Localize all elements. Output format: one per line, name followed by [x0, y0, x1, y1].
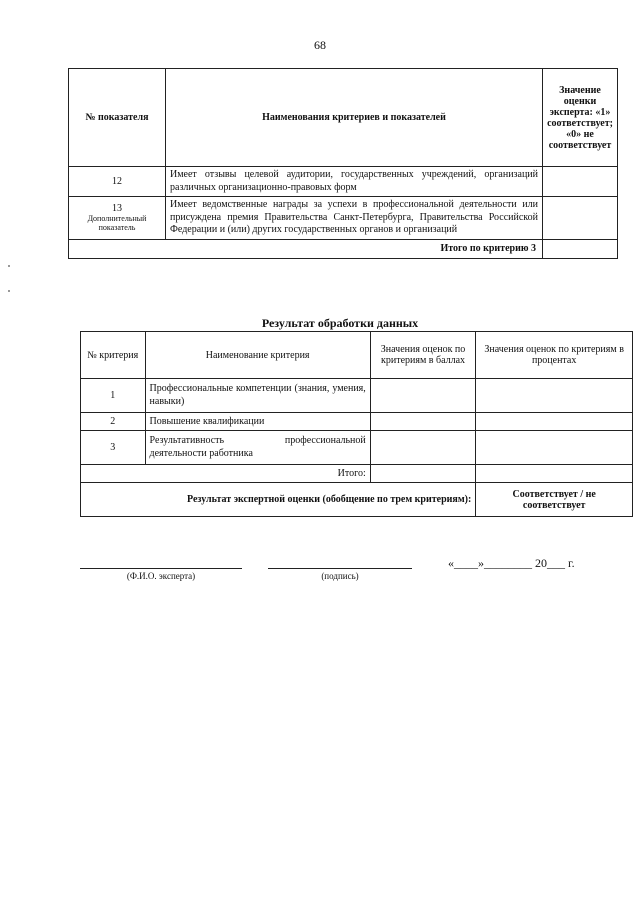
header-value: Значение оценки эксперта: «1» соответствует; «0» не соответствует — [543, 69, 618, 167]
row-number: 12 — [69, 167, 166, 197]
results-table — [80, 331, 633, 517]
signature-line — [268, 568, 412, 569]
row-name: Повышение квалификации — [145, 413, 370, 431]
result-label: Результат экспертной оценки (обобщение по трем критериям): — [81, 483, 476, 517]
total-row — [69, 239, 618, 258]
scan-artifact — [8, 290, 10, 292]
percent-cell — [476, 379, 633, 413]
signature-label: (подпись) — [321, 571, 359, 581]
itogo-points-cell — [370, 465, 476, 483]
header-percent: Значения оценок по критериям в процентах — [476, 332, 633, 379]
points-cell — [370, 379, 476, 413]
row-text: Имеет отзывы целевой аудитории, государственных учреждений, организаций различных организационно-правовых форм — [166, 167, 543, 197]
criteria-table — [68, 68, 618, 259]
header-points: Значения оценок по критериям в баллах — [370, 332, 476, 379]
row-note: Дополнительный показатель — [87, 214, 147, 233]
row-value-cell — [543, 197, 618, 240]
results-table-header — [81, 332, 633, 379]
header-number: № критерия — [81, 332, 146, 379]
row-text: Имеет ведомственные награды за успехи в профессиональной деятельности или присуждена премия Правительства Санкт-Петербурга, Правительства Российской Федерации и (или) других государственных органов и организаций — [166, 197, 543, 240]
criteria-table-header — [69, 69, 618, 167]
row-number: 13 — [112, 203, 122, 215]
page-number: 68 — [314, 38, 326, 52]
row-number: 3 — [81, 431, 146, 465]
row-name: Результативность профессиональной деятельности работника — [145, 431, 370, 465]
fio-line — [80, 568, 242, 569]
itogo-percent-cell — [476, 465, 633, 483]
table-row — [81, 413, 633, 431]
total-label: Итого по критерию 3 — [69, 239, 543, 258]
result-row — [81, 483, 633, 517]
row-number: 2 — [81, 413, 146, 431]
section-title: Результат обработки данных — [261, 316, 419, 330]
scan-artifact — [8, 265, 10, 267]
header-number: № показателя — [69, 69, 166, 167]
header-name: Наименование критерия — [145, 332, 370, 379]
row-value-cell — [543, 167, 618, 197]
percent-cell — [476, 413, 633, 431]
table-row — [81, 431, 633, 465]
points-cell — [370, 413, 476, 431]
fio-label: (Ф.И.О. эксперта) — [126, 571, 196, 581]
table-row — [81, 379, 633, 413]
row-number-cell — [69, 197, 166, 240]
itogo-row — [81, 465, 633, 483]
percent-cell — [476, 431, 633, 465]
itogo-label: Итого: — [81, 465, 371, 483]
table-row — [69, 167, 618, 197]
header-name: Наименования критериев и показателей — [166, 69, 543, 167]
result-value: Соответствует / не соответствует — [476, 483, 633, 517]
total-value-cell — [543, 239, 618, 258]
date-field: «____»________ 20___ г. — [448, 556, 575, 570]
table-row — [69, 197, 618, 240]
row-number: 1 — [81, 379, 146, 413]
points-cell — [370, 431, 476, 465]
row-name: Профессиональные компетенции (знания, умения, навыки) — [145, 379, 370, 413]
